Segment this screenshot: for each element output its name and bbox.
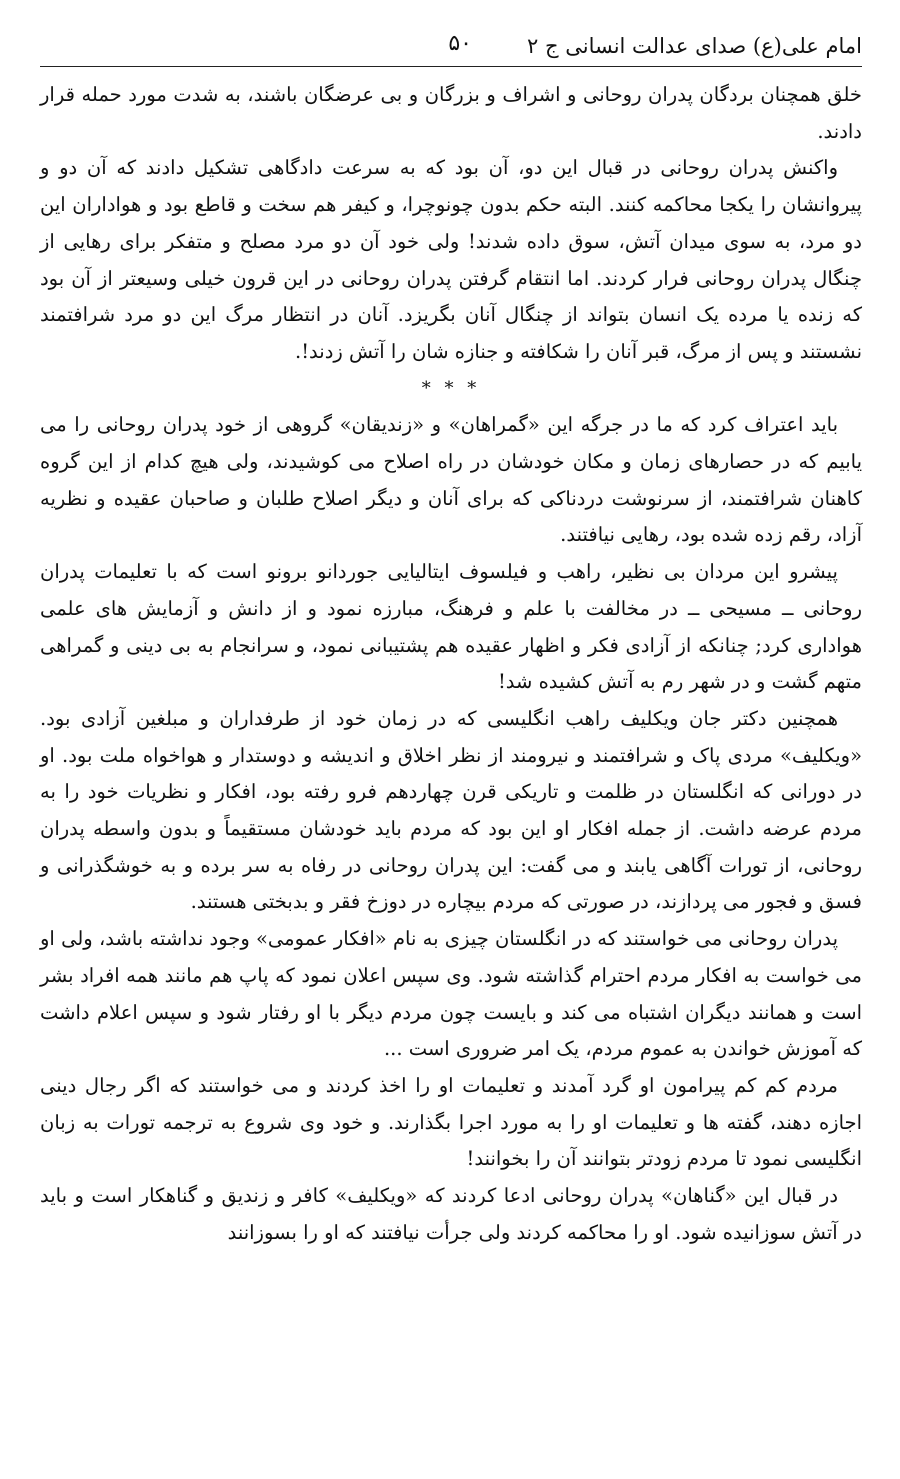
paragraph: باید اعتراف کرد که ما در جرگه این «گمراهان» و «زندیقان» گروهی از خود پدران روحانی را می یابیم که در حصارهای زمان و مکان خودشان در راه اصلاح می کوشیدند، ولی هیچ کدام از این گروه کاهنان شرافتمند، از سرنوشت دردناکی که برای آنان و دیگر اصلاح طلبان و صاحبان عقیده و نظریه آزاد، رقم زده شده بود، رهایی نیافتند. xyxy=(40,413,862,547)
paragraph: مردم کم کم پیرامون او گرد آمدند و تعلیمات او را اخذ کردند و می خواستند که اگر رجال دینی اجازه دهند، گفته ها و تعلیمات او را به مورد اجرا بگذارند. و خود وی شروع به ترجمه تورات به زبان انگلیسی نمود تا مردم زودتر بتوانند آن را بخوانند! xyxy=(40,1073,862,1171)
book-page xyxy=(40,26,862,1466)
paragraph: پدران روحانی می خواستند که در انگلستان چیزی به نام «افکار عمومی» وجود نداشته باشد، ولی او می خواست به افکار مردم احترام گذاشته شود. وی سپس اعلان نمود که پاپ هم مانند همه افراد بشر است و همانند دیگران اشتباه می کند و بایست چون مردم دیگر با او رفتار شود و سپس اعلام داشت که آموزش خواندن به عموم مردم، یک امر ضروری است ... xyxy=(40,927,862,1061)
paragraph: پیشرو این مردان بی نظیر، راهب و فیلسوف ایتالیایی جوردانو برونو است که با تعلیمات پدران روحانی ــ مسیحی ــ در مخالفت با علم و فرهنگ، مبارزه نمود و از دانش و آزمایش های علمی هواداری کرد; چنانکه از آزادی فکر و اظهار عقیده هم پشتیبانی نمود، و سرانجام به بی دینی و گمراهی متهم گشت و در شهر رم به آتش کشیده شد! xyxy=(40,560,862,694)
paragraph: واکنش پدران روحانی در قبال این دو، آن بود که به سرعت دادگاهی تشکیل دادند که آن دو و پیروانشان را یکجا محاکمه کنند. البته حکم بدون چونوچرا، و کیفر هم سخت و قاطع بود و هواداران این دو مرد، به سوی میدان آتش، سوق داده شدند! ولی خود آن دو مرد مصلح و متفکر برای رهایی از چنگال پدران روحانی فرار کردند. اما انتقام گرفتن پدران روحانی در این قرون خیلی وسیعتر از آن بود که زنده یا مرده یک انسان بتواند از چنگال آنان بگریزد. آنان در انتظار مرگ این دو مرد شرافتمند نشستند و پس از مرگ، قبر آنان را شکافته و جنازه شان را آتش زدند!. xyxy=(40,156,862,363)
paragraph: خلق همچنان بردگان پدران روحانی و اشراف و بزرگان و بی عرضگان باشند، به شدت مورد حمله قرار دادند. xyxy=(40,83,862,143)
page-number: ۵۰ xyxy=(448,31,472,56)
page-header xyxy=(40,26,862,67)
running-title: امام علی(ع) صدای عدالت انسانی ج ۲ xyxy=(527,34,862,58)
paragraph: همچنین دکتر جان ویکلیف راهب انگلیسی که در زمان خود از طرفداران و مبلغین آزادی بود. «ویکلیف» مردی پاک و شرافتمند و نیرومند از نظر اخلاق و اندیشه و دوستدار و هواخواه ملت بود. او در دورانی که انگلستان در ظلمت و تاریکی قرن چهاردهم فرو رفته بود، افکار و نظریات خود را به مردم عرضه داشت. از جمله افکار او این بود که مردم باید خودشان مستقیماً و بدون واسطه پدران روحانی، از تورات آگاهی یابند و می گفت: این پدران روحانی در رفاه به سر برده و به خوشگذرانی و فسق و فجور می پردازند، در صورتی که مردم بیچاره در دوزخ فقر و بدبختی هستند. xyxy=(40,706,862,914)
page-body xyxy=(40,77,862,1252)
paragraph: در قبال این «گناهان» پدران روحانی ادعا کردند که «ویکلیف» کافر و زندیق و گناهکار است و باید در آتش سوزانیده شود. او را محاکمه کردند ولی جرأت نیافتند که او را بسوزانند xyxy=(40,1184,862,1244)
section-separator: * * * xyxy=(421,377,481,399)
